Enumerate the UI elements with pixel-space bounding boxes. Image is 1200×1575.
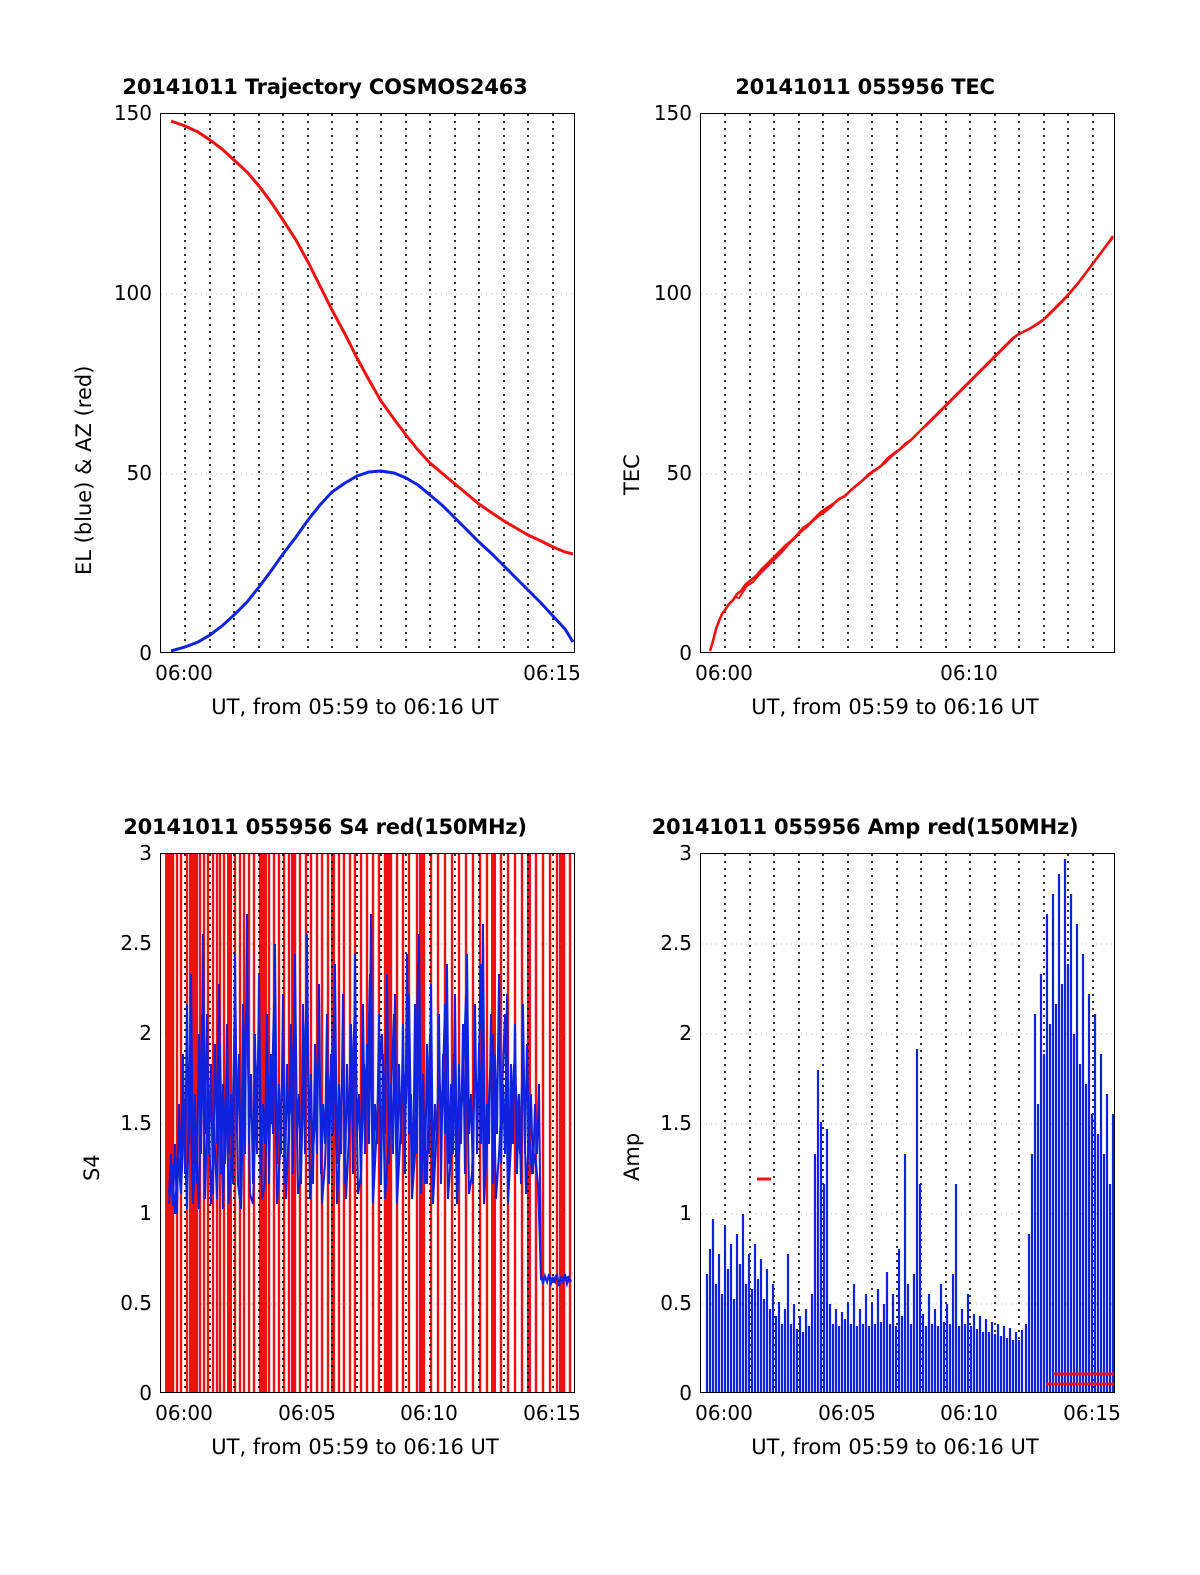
y-tick-tec-150: 150	[653, 101, 692, 125]
plot-area-s4	[160, 853, 575, 1393]
y-tick-s4-1: 1	[139, 1201, 152, 1225]
y-tick-amp-05: 0.5	[660, 1291, 692, 1315]
y-tick-amp-2: 2	[679, 1021, 692, 1045]
y-tick-s4-3: 3	[139, 841, 152, 865]
x-tick-tec-0610: 06:10	[940, 661, 998, 685]
x-tick-trajectory-0615: 06:15	[523, 661, 581, 685]
x-tick-amp-0605: 06:05	[818, 1401, 876, 1425]
y-tick-s4-2: 2	[139, 1021, 152, 1045]
y-tick-trajectory-50: 50	[126, 461, 152, 485]
y-axis-label-amp: Amp	[620, 1132, 644, 1181]
trajectory-plot-svg	[161, 114, 575, 653]
y-tick-s4-25: 2.5	[120, 931, 152, 955]
x-axis-label-tec: UT, from 05:59 to 06:16 UT	[751, 695, 1039, 719]
y-tick-trajectory-0: 0	[139, 641, 152, 665]
x-tick-s4-0600: 06:00	[155, 1401, 213, 1425]
panel-title-tec: 20141011 055956 TEC	[735, 75, 995, 99]
panel-title-trajectory: 20141011 Trajectory COSMOS2463	[122, 75, 528, 99]
panel-amp	[600, 815, 1130, 1495]
y-tick-tec-100: 100	[653, 281, 692, 305]
plot-area-amp	[700, 853, 1115, 1393]
panel-title-amp: 20141011 055956 Amp red(150MHz)	[651, 815, 1079, 839]
y-tick-trajectory-150: 150	[113, 101, 152, 125]
x-axis-label-amp: UT, from 05:59 to 06:16 UT	[751, 1435, 1039, 1459]
panel-s4	[60, 815, 590, 1495]
y-tick-amp-3: 3	[679, 841, 692, 865]
x-tick-trajectory-0600: 06:00	[155, 661, 213, 685]
y-tick-trajectory-100: 100	[113, 281, 152, 305]
y-tick-s4-0: 0	[139, 1381, 152, 1405]
y-axis-label-trajectory: EL (blue) & AZ (red)	[72, 365, 96, 575]
x-tick-s4-0605: 06:05	[278, 1401, 336, 1425]
x-tick-s4-0615: 06:15	[523, 1401, 581, 1425]
x-tick-amp-0610: 06:10	[940, 1401, 998, 1425]
y-tick-amp-0: 0	[679, 1381, 692, 1405]
x-tick-s4-0610: 06:10	[400, 1401, 458, 1425]
plot-area-trajectory	[160, 113, 575, 653]
panel-title-s4: 20141011 055956 S4 red(150MHz)	[123, 815, 527, 839]
amp-plot-svg	[701, 854, 1115, 1393]
x-tick-amp-0615: 06:15	[1063, 1401, 1121, 1425]
x-tick-amp-0600: 06:00	[695, 1401, 753, 1425]
y-axis-label-tec: TEC	[620, 454, 644, 495]
y-tick-amp-25: 2.5	[660, 931, 692, 955]
y-axis-label-s4: S4	[80, 1154, 104, 1181]
y-tick-amp-15: 1.5	[660, 1111, 692, 1135]
y-tick-tec-0: 0	[679, 641, 692, 665]
y-tick-tec-50: 50	[666, 461, 692, 485]
y-tick-s4-15: 1.5	[120, 1111, 152, 1135]
panel-tec	[600, 75, 1130, 719]
tec-plot-svg	[701, 114, 1115, 653]
x-tick-tec-0600: 06:00	[695, 661, 753, 685]
x-axis-label-trajectory: UT, from 05:59 to 06:16 UT	[211, 695, 499, 719]
y-tick-s4-05: 0.5	[120, 1291, 152, 1315]
x-axis-label-s4: UT, from 05:59 to 06:16 UT	[211, 1435, 499, 1459]
plot-area-tec	[700, 113, 1115, 653]
y-tick-amp-1: 1	[679, 1201, 692, 1225]
s4-plot-svg	[161, 854, 575, 1393]
panel-trajectory	[60, 75, 590, 719]
